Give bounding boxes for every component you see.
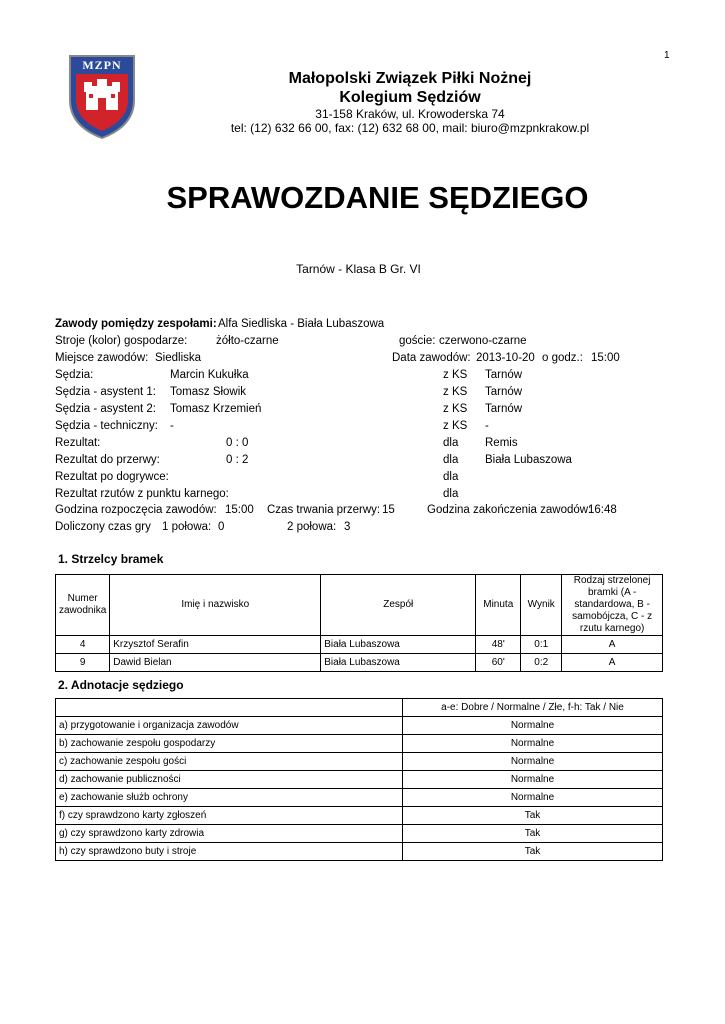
note-label: h) czy sprawdzono buty i stroje (56, 843, 403, 861)
cell-name: Krzysztof Serafin (110, 636, 321, 654)
cell-number: 9 (56, 654, 110, 672)
cell-team: Biała Lubaszowa (321, 636, 476, 654)
cell-number: 4 (56, 636, 110, 654)
note-label: b) zachowanie zespołu gospodarzy (56, 735, 403, 753)
logo-text: MZPN (82, 58, 122, 72)
note-label: g) czy sprawdzono karty zdrowia (56, 825, 403, 843)
date-label: Data zawodów: (392, 352, 471, 364)
break-value: 15 (382, 504, 395, 516)
home-kit-label: Stroje (kolor) gospodarze: (55, 335, 188, 347)
official-zks: z KS (443, 420, 468, 432)
away-kit-value: czerwono-czarne (439, 335, 527, 347)
date-value: 2013-10-20 (476, 352, 535, 364)
table-header-row (56, 575, 663, 636)
cell-type: A (562, 636, 663, 654)
break-label: Czas trwania przerwy: (267, 504, 381, 516)
league-name: Tarnów - Klasa B Gr. VI (296, 262, 421, 276)
away-kit-label: goście: (399, 335, 436, 347)
added-time-label: Doliczony czas gry (55, 521, 151, 533)
note-value: Normalne (403, 771, 663, 789)
col-team: Zespół (321, 575, 476, 636)
official-name: Marcin Kukułka (170, 369, 249, 381)
note-value: Normalne (403, 717, 663, 735)
table-row (56, 753, 663, 771)
table-row (56, 717, 663, 735)
official-label: Sędzia - asystent 1: (55, 386, 156, 398)
note-value: Tak (403, 843, 663, 861)
scorers-section-title: 1. Strzelcy bramek (58, 552, 164, 566)
note-label: e) zachowanie służb ochrony (56, 789, 403, 807)
table-row (56, 807, 663, 825)
org-contact: tel: (12) 632 66 00, fax: (12) 632 68 00, mail: biuro@mzpnkrakow.pl (230, 121, 590, 135)
scorers-table (55, 574, 663, 672)
page-title: SPRAWOZDANIE SĘDZIEGO (166, 180, 589, 215)
table-row (56, 825, 663, 843)
cell-result: 0:1 (521, 636, 562, 654)
end-value: 16:48 (588, 504, 617, 516)
col-minute: Minuta (476, 575, 521, 636)
result-dla: dla (443, 454, 459, 466)
half2-label: 2 połowa: (287, 521, 337, 533)
table-header-row (56, 699, 663, 717)
cell-minute: 60' (476, 654, 521, 672)
note-label: f) czy sprawdzono karty zgłoszeń (56, 807, 403, 825)
start-label: Godzina rozpoczęcia zawodów: (55, 504, 217, 516)
result-label: Rezultat rzutów z punktu karnego: (55, 488, 229, 500)
col-type: Rodzaj strzelonej bramki (A - standardowa, B - samobójcza, C - z rzutu karnego) (562, 575, 663, 636)
notes-header: a-e: Dobre / Normalne / Złe, f-h: Tak / Nie (403, 699, 663, 717)
cell-result: 0:2 (521, 654, 562, 672)
teams-label: Zawody pomiędzy zespołami: (55, 318, 217, 330)
result-score: 0 : 0 (226, 437, 249, 449)
note-value: Tak (403, 807, 663, 825)
official-label: Sędzia - asystent 2: (55, 403, 156, 415)
mzpn-logo (66, 52, 138, 140)
result-winner: Biała Lubaszowa (485, 454, 572, 466)
official-club: Tarnów (485, 369, 523, 381)
teams-value: Alfa Siedliska - Biała Lubaszowa (218, 318, 385, 330)
col-name: Imię i nazwisko (110, 575, 321, 636)
home-kit-value: żółto-czarne (216, 335, 279, 347)
col-number: Numer zawodnika (56, 575, 110, 636)
half2-value: 3 (344, 521, 351, 533)
table-row (56, 789, 663, 807)
dept-name: Kolegium Sędziów (339, 89, 481, 106)
org-name: Małopolski Związek Piłki Nożnej (288, 70, 532, 87)
time-label: o godz.: (542, 352, 583, 364)
table-row (56, 735, 663, 753)
result-label: Rezultat do przerwy: (55, 454, 160, 466)
end-label: Godzina zakończenia zawodów: (427, 504, 592, 516)
venue-value: Siedliska (155, 352, 202, 364)
official-label: Sędzia: (55, 369, 94, 381)
official-club: - (485, 420, 489, 432)
official-zks: z KS (443, 369, 468, 381)
note-value: Tak (403, 825, 663, 843)
half1-label: 1 połowa: (162, 521, 212, 533)
result-winner: Remis (485, 437, 518, 449)
half1-value: 0 (218, 521, 225, 533)
col-result: Wynik (521, 575, 562, 636)
result-dla: dla (443, 437, 459, 449)
venue-label: Miejsce zawodów: (55, 352, 149, 364)
official-zks: z KS (443, 386, 468, 398)
table-row (56, 771, 663, 789)
notes-section-title: 2. Adnotacje sędziego (58, 678, 184, 692)
official-name: Tomasz Słowik (170, 386, 247, 398)
start-value: 15:00 (225, 504, 254, 516)
table-row (56, 843, 663, 861)
official-club: Tarnów (485, 386, 523, 398)
cell-minute: 48' (476, 636, 521, 654)
note-label: c) zachowanie zespołu gości (56, 753, 403, 771)
result-score: 0 : 2 (226, 454, 249, 466)
result-dla: dla (443, 488, 459, 500)
note-value: Normalne (403, 789, 663, 807)
note-label: d) zachowanie publiczności (56, 771, 403, 789)
page-number: 1 (664, 50, 670, 61)
table-row (56, 654, 663, 672)
notes-table (55, 698, 663, 861)
result-label: Rezultat: (55, 437, 101, 449)
cell-team: Biała Lubaszowa (321, 654, 476, 672)
official-label: Sędzia - techniczny: (55, 420, 158, 432)
official-name: - (170, 420, 174, 432)
official-name: Tomasz Krzemień (170, 403, 262, 415)
cell-type: A (562, 654, 663, 672)
official-club: Tarnów (485, 403, 523, 415)
time-value: 15:00 (591, 352, 620, 364)
note-label: a) przygotowanie i organizacja zawodów (56, 717, 403, 735)
note-value: Normalne (403, 753, 663, 771)
table-row (56, 636, 663, 654)
result-dla: dla (443, 471, 459, 483)
cell-name: Dawid Bielan (110, 654, 321, 672)
official-zks: z KS (443, 403, 468, 415)
org-address: 31-158 Kraków, ul. Krowoderska 74 (315, 107, 505, 121)
notes-header-blank (56, 699, 403, 717)
result-label: Rezultat po dogrywce: (55, 471, 169, 483)
note-value: Normalne (403, 735, 663, 753)
